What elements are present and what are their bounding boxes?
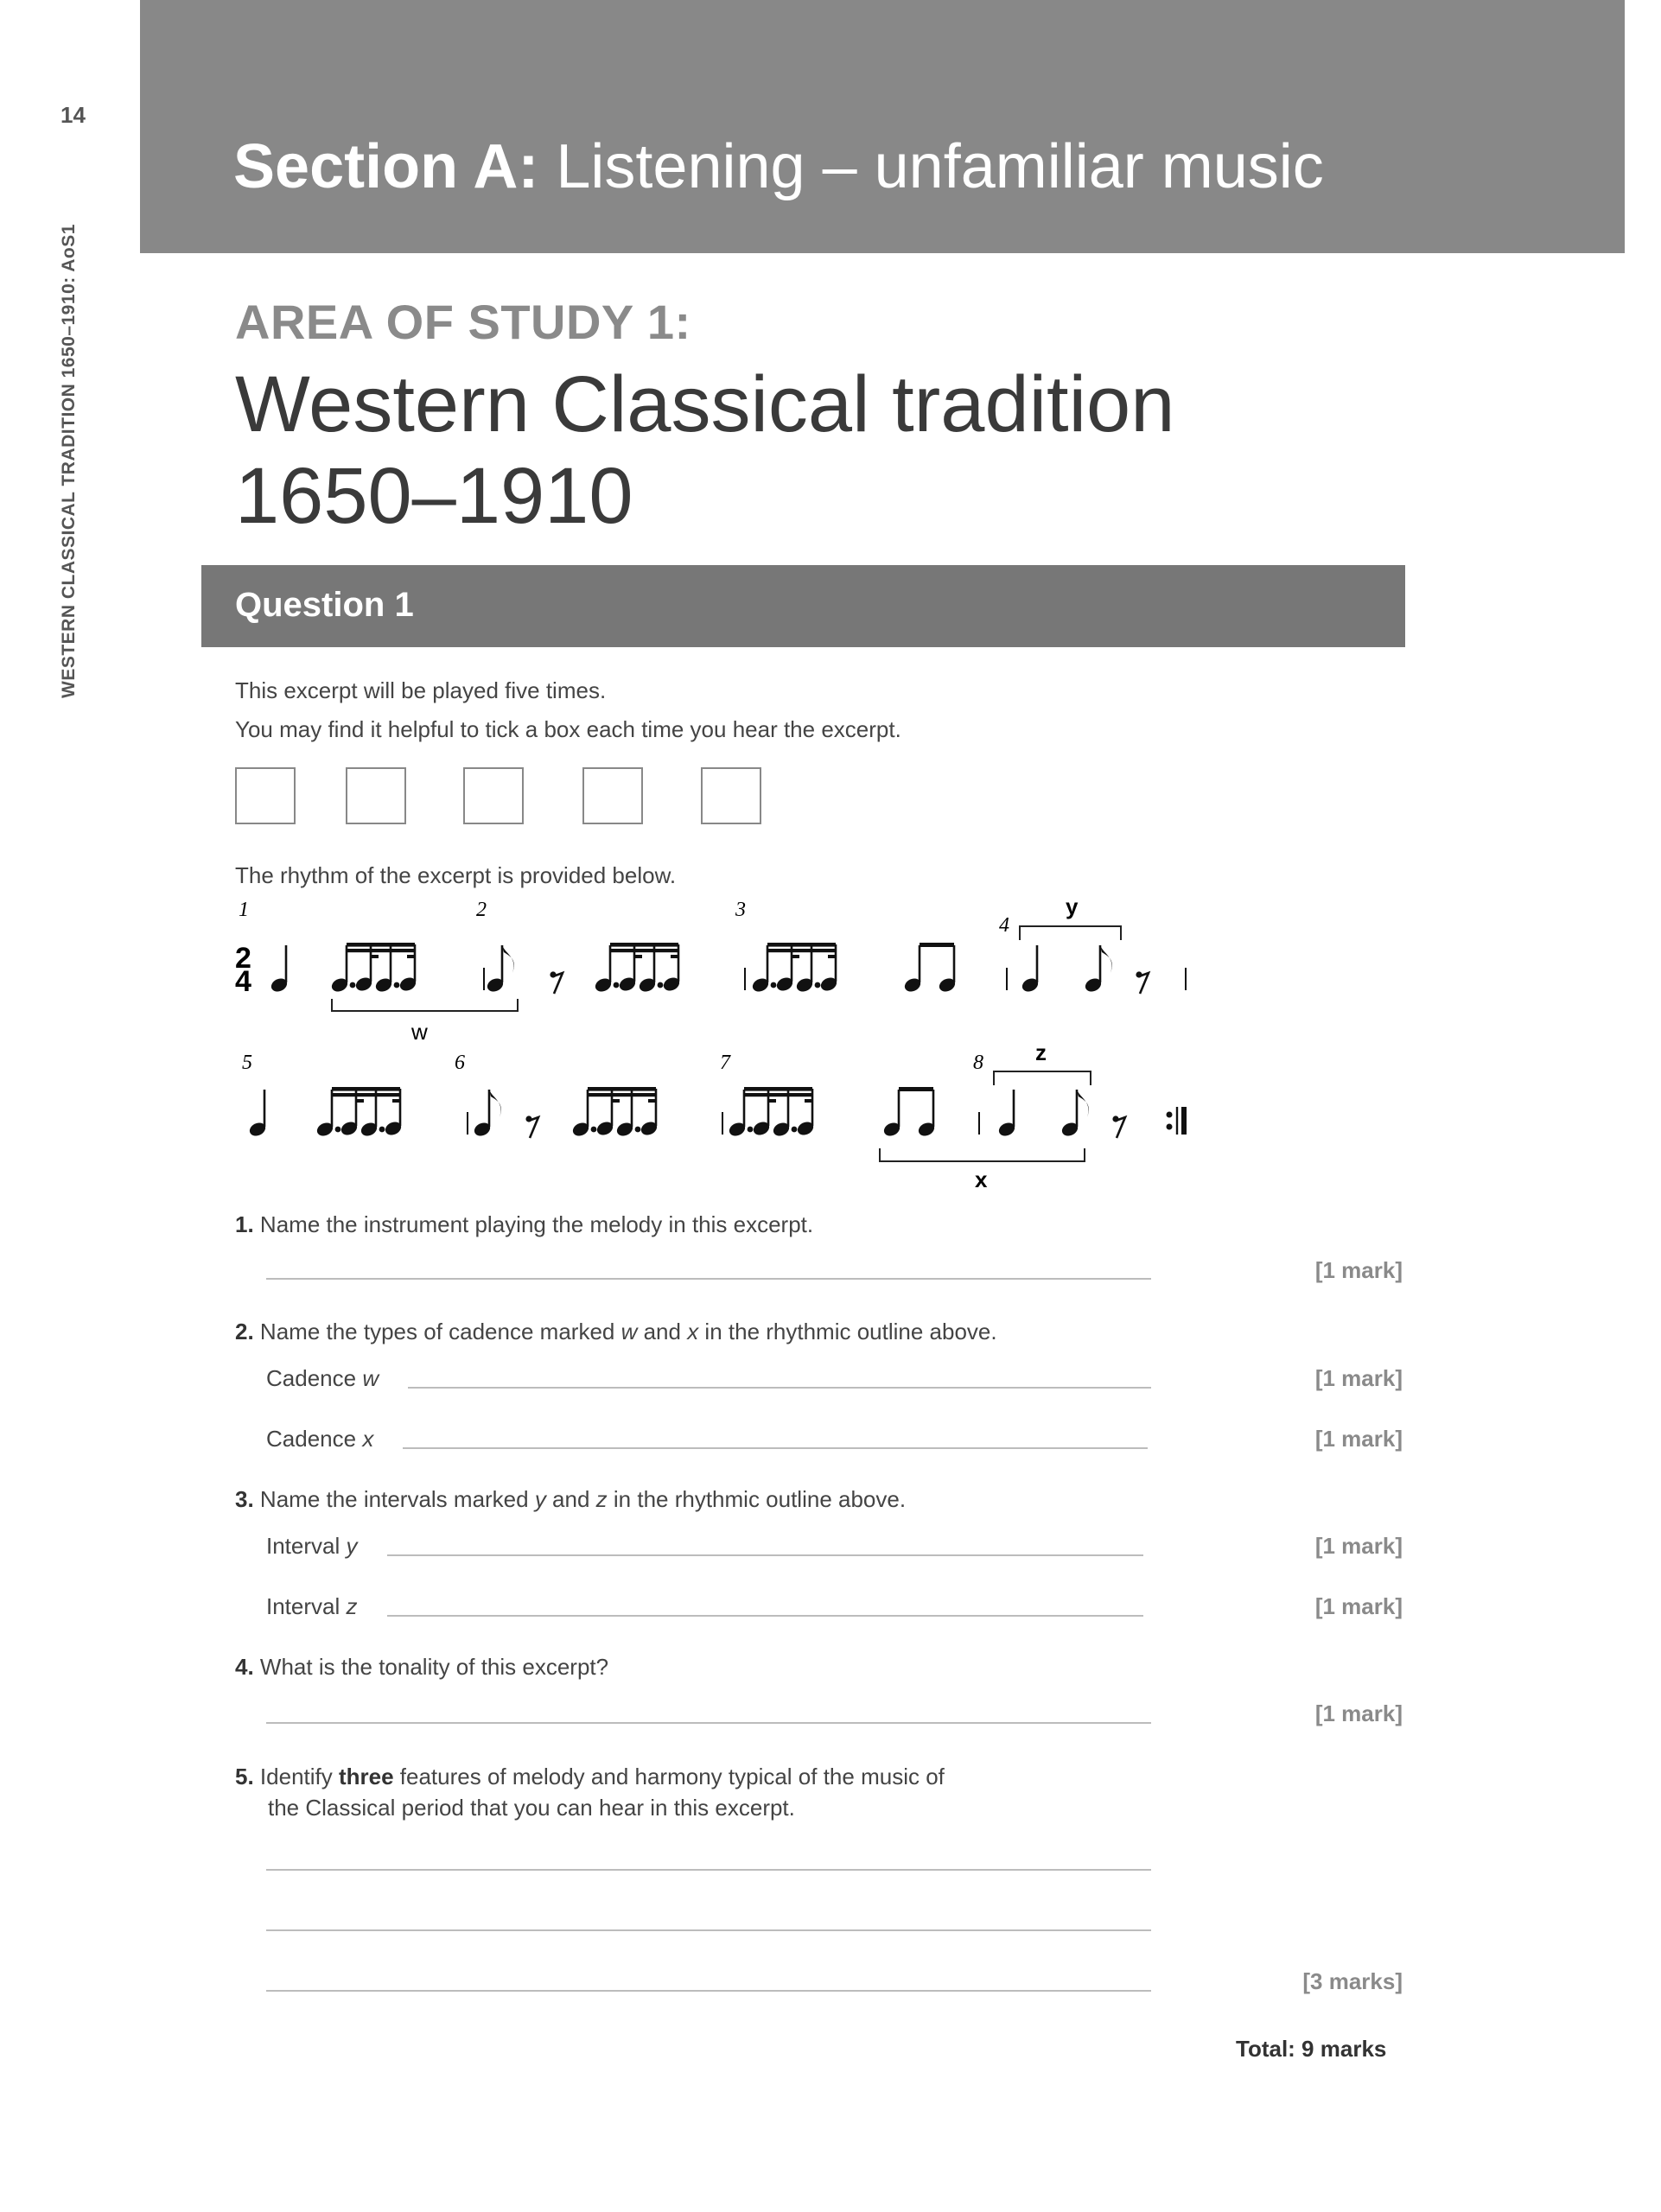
item-1-text: Name the instrument playing the melody in this excerpt. xyxy=(259,1211,814,1237)
mark-cadence-x: [1 mark] xyxy=(1314,1426,1403,1452)
answer-line-interval-y[interactable] xyxy=(387,1554,1143,1556)
item-2-pre: Name the types of cadence marked xyxy=(259,1319,621,1344)
mark-interval-y: [1 mark] xyxy=(1314,1533,1403,1559)
answer-line-5c[interactable] xyxy=(266,1990,1151,1992)
item-3-var-y: y xyxy=(534,1486,546,1512)
answer-line-interval-z[interactable] xyxy=(387,1615,1143,1617)
bar-number-8: 8 xyxy=(973,1052,983,1074)
label-x: x xyxy=(975,1166,988,1192)
mark-item-1: [1 mark] xyxy=(1314,1257,1403,1283)
item-2-question xyxy=(235,1319,997,1345)
label-y: y xyxy=(1066,893,1079,919)
bar-number-4: 4 xyxy=(999,914,1009,937)
cadence-w-label xyxy=(266,1365,379,1392)
bar-number-2: 2 xyxy=(476,899,487,921)
item-2-mid: and xyxy=(637,1319,688,1344)
section-title-bold: Section A: xyxy=(233,132,539,201)
bar-number-1: 1 xyxy=(239,899,249,921)
mark-interval-z: [1 mark] xyxy=(1314,1593,1403,1619)
tick-box-1[interactable] xyxy=(235,767,296,824)
tick-box-4[interactable] xyxy=(582,767,643,824)
bar-number-7: 7 xyxy=(720,1052,730,1074)
item-5-pre: Identify xyxy=(259,1764,339,1789)
page-number: 14 xyxy=(60,102,86,128)
bar-number-3: 3 xyxy=(735,899,746,921)
item-3-question xyxy=(235,1486,906,1513)
item-3-var-z: z xyxy=(595,1486,608,1512)
section-title-rest: Listening – unfamiliar music xyxy=(538,132,1324,201)
section-banner xyxy=(140,0,1625,253)
answer-line-5a[interactable] xyxy=(266,1869,1151,1871)
rhythm-score xyxy=(0,890,1661,1201)
item-2-var-x: x xyxy=(687,1319,699,1344)
label-w: w xyxy=(411,1019,428,1045)
interval-z-label xyxy=(266,1593,358,1620)
intro-text-2: You may find it helpful to tick a box each time you hear the excerpt. xyxy=(235,716,901,742)
mark-item-5: [3 marks] xyxy=(1302,1968,1403,1994)
intro-text-1: This excerpt will be played five times. xyxy=(235,677,607,703)
bar-number-5: 5 xyxy=(242,1052,252,1074)
cadence-x-text: Cadence xyxy=(266,1426,363,1452)
item-4-question xyxy=(235,1654,608,1681)
item-3-pre: Name the intervals marked xyxy=(259,1486,535,1512)
item-2-post: in the rhythmic outline above. xyxy=(698,1319,997,1344)
answer-line-1[interactable] xyxy=(266,1278,1151,1280)
rhythm-intro-text: The rhythm of the excerpt is provided below. xyxy=(235,862,677,888)
tick-box-2[interactable] xyxy=(346,767,406,824)
section-title xyxy=(233,131,1324,202)
item-5-post: features of melody and harmony typical of the music of xyxy=(393,1764,945,1789)
bar-number-6: 6 xyxy=(455,1052,465,1074)
total-marks: Total: 9 marks xyxy=(1236,2036,1387,2062)
cadence-w-text: Cadence xyxy=(266,1365,363,1391)
item-5-question xyxy=(235,1761,945,1823)
item-3-post: in the rhythmic outline above. xyxy=(607,1486,907,1512)
mark-cadence-w: [1 mark] xyxy=(1314,1365,1403,1391)
item-2-number: 2. xyxy=(235,1319,254,1344)
time-sig-bottom: 4 xyxy=(235,965,251,998)
item-5-number: 5. xyxy=(235,1764,254,1789)
area-of-study-label: AREA OF STUDY 1: xyxy=(235,295,691,349)
area-of-study-title xyxy=(235,359,1359,542)
item-3-number: 3. xyxy=(235,1486,254,1512)
time-sig-top: 2 xyxy=(235,942,251,975)
cadence-x-var: x xyxy=(362,1426,374,1452)
tick-box-3[interactable] xyxy=(463,767,524,824)
answer-line-cadence-x[interactable] xyxy=(403,1447,1148,1449)
area-title-line1: Western Classical tradition xyxy=(235,360,1175,448)
mark-item-4: [1 mark] xyxy=(1314,1700,1403,1726)
item-5-line2: the Classical period that you can hear in this excerpt. xyxy=(268,1795,795,1821)
rhythm-line-2 xyxy=(247,1087,1187,1138)
item-1-number: 1. xyxy=(235,1211,254,1237)
cadence-x-label xyxy=(266,1426,373,1452)
running-side-label: WESTERN CLASSICAL TRADITION 1650–1910: AoS1 xyxy=(59,224,79,698)
answer-line-cadence-w[interactable] xyxy=(408,1387,1151,1389)
tick-box-5[interactable] xyxy=(701,767,761,824)
interval-z-var: z xyxy=(346,1593,358,1619)
rhythm-line-1 xyxy=(269,943,1186,994)
item-1-question xyxy=(235,1211,813,1238)
item-5-bold: three xyxy=(338,1764,394,1789)
question-title: Question 1 xyxy=(235,586,414,624)
item-3-mid: and xyxy=(545,1486,596,1512)
interval-y-label xyxy=(266,1533,358,1560)
item-4-text: What is the tonality of this excerpt? xyxy=(259,1654,609,1680)
answer-line-5b[interactable] xyxy=(266,1929,1151,1931)
interval-y-text: Interval xyxy=(266,1533,347,1559)
label-z: z xyxy=(1035,1039,1047,1065)
cadence-w-var: w xyxy=(362,1365,379,1391)
area-title-line2: 1650–1910 xyxy=(235,452,633,540)
interval-y-var: y xyxy=(346,1533,358,1559)
interval-z-text: Interval xyxy=(266,1593,347,1619)
item-4-number: 4. xyxy=(235,1654,254,1680)
item-2-var-w: w xyxy=(620,1319,638,1344)
answer-line-4[interactable] xyxy=(266,1722,1151,1724)
